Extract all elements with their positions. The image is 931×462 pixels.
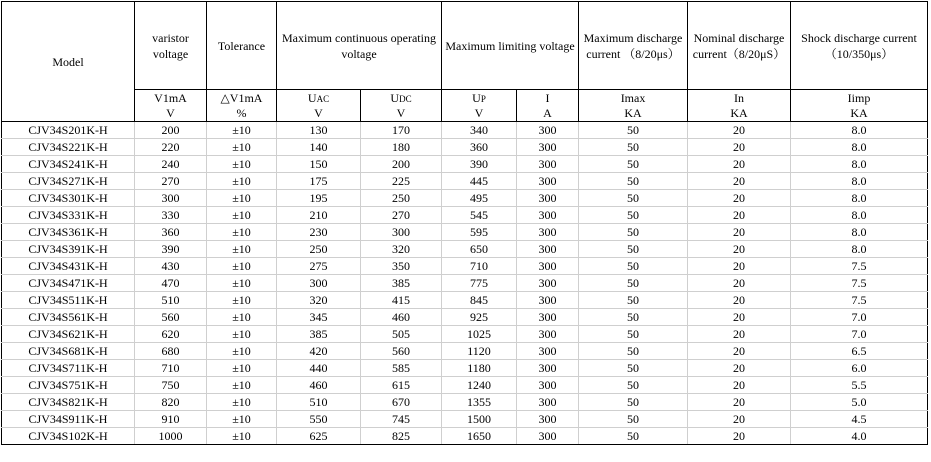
cell-model: CJV34S391K-H	[2, 241, 135, 258]
cell-iimp: 7.0	[791, 309, 928, 326]
cell-tolerance: ±10	[207, 377, 277, 394]
cell-v1ma: 200	[135, 122, 207, 139]
cell-iimp: 6.5	[791, 343, 928, 360]
cell-in: 20	[688, 241, 791, 258]
cell-in: 20	[688, 360, 791, 377]
symbol-udc-main: U	[390, 90, 400, 105]
table-row	[2, 139, 928, 156]
unit-imax: KA	[579, 106, 688, 122]
spec-table-container	[1, 1, 928, 445]
cell-v1ma: 430	[135, 258, 207, 275]
cell-i: 300	[517, 207, 579, 224]
cell-v1ma: 750	[135, 377, 207, 394]
symbol-uac-main: U	[307, 90, 317, 105]
cell-model: CJV34S241K-H	[2, 156, 135, 173]
cell-imax: 50	[579, 207, 688, 224]
cell-iimp: 8.0	[791, 224, 928, 241]
cell-uac: 250	[277, 241, 361, 258]
cell-imax: 50	[579, 428, 688, 445]
cell-udc: 560	[361, 343, 442, 360]
cell-imax: 50	[579, 292, 688, 309]
symbol-i: I	[517, 90, 579, 107]
cell-v1ma: 710	[135, 360, 207, 377]
cell-udc: 505	[361, 326, 442, 343]
cell-i: 300	[517, 190, 579, 207]
table-body	[2, 122, 928, 445]
cell-uac: 175	[277, 173, 361, 190]
cell-uac: 320	[277, 292, 361, 309]
cell-in: 20	[688, 173, 791, 190]
table-row	[2, 411, 928, 428]
cell-udc: 415	[361, 292, 442, 309]
cell-model: CJV34S471K-H	[2, 275, 135, 292]
table-row	[2, 122, 928, 139]
table-row	[2, 428, 928, 445]
cell-in: 20	[688, 394, 791, 411]
cell-tolerance: ±10	[207, 326, 277, 343]
table-row	[2, 360, 928, 377]
cell-in: 20	[688, 275, 791, 292]
cell-i: 300	[517, 224, 579, 241]
cell-tolerance: ±10	[207, 224, 277, 241]
cell-model: CJV34S821K-H	[2, 394, 135, 411]
cell-uac: 345	[277, 309, 361, 326]
cell-up: 710	[442, 258, 517, 275]
cell-iimp: 7.0	[791, 326, 928, 343]
cell-model: CJV34S511K-H	[2, 292, 135, 309]
cell-udc: 670	[361, 394, 442, 411]
unit-row	[2, 106, 928, 122]
symbol-in: In	[688, 90, 791, 107]
cell-up: 340	[442, 122, 517, 139]
symbol-up	[442, 90, 517, 107]
cell-iimp: 8.0	[791, 139, 928, 156]
cell-model: CJV34S102K-H	[2, 428, 135, 445]
cell-udc: 180	[361, 139, 442, 156]
cell-uac: 130	[277, 122, 361, 139]
cell-v1ma: 510	[135, 292, 207, 309]
cell-iimp: 8.0	[791, 190, 928, 207]
cell-imax: 50	[579, 139, 688, 156]
cell-up: 925	[442, 309, 517, 326]
table-row	[2, 190, 928, 207]
cell-i: 300	[517, 326, 579, 343]
cell-in: 20	[688, 343, 791, 360]
cell-iimp: 5.5	[791, 377, 928, 394]
cell-uac: 385	[277, 326, 361, 343]
header-max-limiting-voltage: Maximum limiting voltage	[442, 2, 579, 90]
unit-uac: V	[277, 106, 361, 122]
cell-up: 445	[442, 173, 517, 190]
header-row	[2, 2, 928, 90]
cell-model: CJV34S561K-H	[2, 309, 135, 326]
symbol-uac	[277, 90, 361, 107]
cell-in: 20	[688, 258, 791, 275]
cell-i: 300	[517, 241, 579, 258]
cell-i: 300	[517, 428, 579, 445]
cell-in: 20	[688, 377, 791, 394]
table-row	[2, 173, 928, 190]
cell-tolerance: ±10	[207, 309, 277, 326]
cell-iimp: 7.5	[791, 275, 928, 292]
cell-i: 300	[517, 292, 579, 309]
cell-up: 1180	[442, 360, 517, 377]
cell-uac: 440	[277, 360, 361, 377]
cell-imax: 50	[579, 156, 688, 173]
cell-tolerance: ±10	[207, 292, 277, 309]
cell-iimp: 6.0	[791, 360, 928, 377]
cell-imax: 50	[579, 241, 688, 258]
cell-uac: 210	[277, 207, 361, 224]
unit-tolerance: %	[207, 106, 277, 122]
cell-tolerance: ±10	[207, 343, 277, 360]
cell-v1ma: 1000	[135, 428, 207, 445]
unit-udc: V	[361, 106, 442, 122]
cell-udc: 300	[361, 224, 442, 241]
cell-uac: 140	[277, 139, 361, 156]
cell-uac: 300	[277, 275, 361, 292]
cell-iimp: 7.5	[791, 258, 928, 275]
cell-i: 300	[517, 394, 579, 411]
cell-in: 20	[688, 156, 791, 173]
cell-v1ma: 270	[135, 173, 207, 190]
cell-iimp: 4.0	[791, 428, 928, 445]
symbol-v1ma: V1mA	[135, 90, 207, 107]
cell-tolerance: ±10	[207, 156, 277, 173]
cell-tolerance: ±10	[207, 122, 277, 139]
cell-v1ma: 470	[135, 275, 207, 292]
cell-model: CJV34S331K-H	[2, 207, 135, 224]
header-model: Model	[2, 2, 135, 122]
cell-iimp: 8.0	[791, 207, 928, 224]
cell-up: 1240	[442, 377, 517, 394]
cell-imax: 50	[579, 258, 688, 275]
symbol-uac-sub: AC	[316, 93, 330, 104]
cell-udc: 825	[361, 428, 442, 445]
cell-up: 1025	[442, 326, 517, 343]
cell-iimp: 8.0	[791, 156, 928, 173]
table-row	[2, 207, 928, 224]
cell-uac: 420	[277, 343, 361, 360]
cell-udc: 745	[361, 411, 442, 428]
cell-i: 300	[517, 275, 579, 292]
cell-tolerance: ±10	[207, 360, 277, 377]
table-row	[2, 241, 928, 258]
header-tolerance: Tolerance	[207, 2, 277, 90]
cell-i: 300	[517, 258, 579, 275]
cell-uac: 275	[277, 258, 361, 275]
cell-iimp: 5.0	[791, 394, 928, 411]
cell-up: 1120	[442, 343, 517, 360]
cell-tolerance: ±10	[207, 139, 277, 156]
cell-tolerance: ±10	[207, 207, 277, 224]
table-row	[2, 377, 928, 394]
cell-model: CJV34S271K-H	[2, 173, 135, 190]
cell-model: CJV34S681K-H	[2, 343, 135, 360]
cell-udc: 350	[361, 258, 442, 275]
cell-uac: 510	[277, 394, 361, 411]
cell-in: 20	[688, 139, 791, 156]
cell-v1ma: 360	[135, 224, 207, 241]
symbol-tolerance: △V1mA	[207, 90, 277, 107]
table-row	[2, 343, 928, 360]
cell-v1ma: 620	[135, 326, 207, 343]
cell-udc: 270	[361, 207, 442, 224]
cell-model: CJV34S711K-H	[2, 360, 135, 377]
cell-model: CJV34S911K-H	[2, 411, 135, 428]
cell-in: 20	[688, 411, 791, 428]
cell-tolerance: ±10	[207, 173, 277, 190]
symbol-up-main: U	[472, 90, 481, 105]
cell-in: 20	[688, 207, 791, 224]
cell-model: CJV34S221K-H	[2, 139, 135, 156]
cell-tolerance: ±10	[207, 394, 277, 411]
cell-up: 1650	[442, 428, 517, 445]
cell-up: 495	[442, 190, 517, 207]
cell-uac: 150	[277, 156, 361, 173]
cell-in: 20	[688, 292, 791, 309]
table-row	[2, 275, 928, 292]
cell-udc: 225	[361, 173, 442, 190]
cell-udc: 320	[361, 241, 442, 258]
header-max-discharge-current: Maximum discharge current （8/20μs）	[579, 2, 688, 90]
cell-up: 650	[442, 241, 517, 258]
cell-v1ma: 820	[135, 394, 207, 411]
unit-v1ma: V	[135, 106, 207, 122]
unit-i: A	[517, 106, 579, 122]
cell-imax: 50	[579, 326, 688, 343]
cell-imax: 50	[579, 122, 688, 139]
table-row	[2, 394, 928, 411]
cell-tolerance: ±10	[207, 241, 277, 258]
cell-v1ma: 390	[135, 241, 207, 258]
unit-iimp: KA	[791, 106, 928, 122]
table-row	[2, 224, 928, 241]
cell-v1ma: 560	[135, 309, 207, 326]
cell-model: CJV34S361K-H	[2, 224, 135, 241]
cell-up: 390	[442, 156, 517, 173]
symbol-iimp: Iimp	[791, 90, 928, 107]
cell-imax: 50	[579, 377, 688, 394]
cell-udc: 615	[361, 377, 442, 394]
cell-v1ma: 220	[135, 139, 207, 156]
symbol-up-sub: P	[480, 93, 486, 104]
cell-up: 1500	[442, 411, 517, 428]
cell-tolerance: ±10	[207, 258, 277, 275]
cell-in: 20	[688, 326, 791, 343]
cell-tolerance: ±10	[207, 428, 277, 445]
cell-udc: 385	[361, 275, 442, 292]
cell-uac: 195	[277, 190, 361, 207]
symbol-imax: Imax	[579, 90, 688, 107]
cell-i: 300	[517, 139, 579, 156]
cell-up: 845	[442, 292, 517, 309]
cell-in: 20	[688, 190, 791, 207]
cell-i: 300	[517, 411, 579, 428]
cell-imax: 50	[579, 309, 688, 326]
cell-in: 20	[688, 309, 791, 326]
cell-imax: 50	[579, 190, 688, 207]
cell-up: 545	[442, 207, 517, 224]
symbol-udc-sub: DC	[399, 93, 412, 104]
cell-udc: 200	[361, 156, 442, 173]
cell-model: CJV34S751K-H	[2, 377, 135, 394]
cell-model: CJV34S201K-H	[2, 122, 135, 139]
cell-up: 1355	[442, 394, 517, 411]
table-row	[2, 292, 928, 309]
symbol-udc	[361, 90, 442, 107]
table-row	[2, 309, 928, 326]
cell-imax: 50	[579, 275, 688, 292]
cell-model: CJV34S431K-H	[2, 258, 135, 275]
cell-v1ma: 680	[135, 343, 207, 360]
symbol-row	[2, 90, 928, 107]
unit-in: KA	[688, 106, 791, 122]
cell-imax: 50	[579, 173, 688, 190]
cell-iimp: 4.5	[791, 411, 928, 428]
cell-imax: 50	[579, 224, 688, 241]
cell-udc: 460	[361, 309, 442, 326]
table-row	[2, 258, 928, 275]
cell-model: CJV34S301K-H	[2, 190, 135, 207]
cell-tolerance: ±10	[207, 411, 277, 428]
cell-udc: 170	[361, 122, 442, 139]
cell-uac: 550	[277, 411, 361, 428]
cell-model: CJV34S621K-H	[2, 326, 135, 343]
cell-imax: 50	[579, 343, 688, 360]
cell-udc: 250	[361, 190, 442, 207]
cell-in: 20	[688, 428, 791, 445]
cell-up: 360	[442, 139, 517, 156]
cell-uac: 625	[277, 428, 361, 445]
cell-up: 775	[442, 275, 517, 292]
table-row	[2, 326, 928, 343]
cell-i: 300	[517, 122, 579, 139]
cell-i: 300	[517, 173, 579, 190]
cell-in: 20	[688, 122, 791, 139]
cell-i: 300	[517, 156, 579, 173]
cell-uac: 230	[277, 224, 361, 241]
cell-i: 300	[517, 377, 579, 394]
cell-i: 300	[517, 360, 579, 377]
cell-i: 300	[517, 309, 579, 326]
table-row	[2, 156, 928, 173]
cell-imax: 50	[579, 411, 688, 428]
cell-i: 300	[517, 343, 579, 360]
cell-uac: 460	[277, 377, 361, 394]
cell-tolerance: ±10	[207, 190, 277, 207]
cell-v1ma: 910	[135, 411, 207, 428]
cell-v1ma: 240	[135, 156, 207, 173]
header-nominal-discharge-current: Nominal discharge current（8/20μS）	[688, 2, 791, 90]
cell-imax: 50	[579, 394, 688, 411]
header-max-continuous-operating-voltage: Maximum continuous operating voltage	[277, 2, 442, 90]
cell-iimp: 8.0	[791, 122, 928, 139]
cell-iimp: 8.0	[791, 173, 928, 190]
unit-up: V	[442, 106, 517, 122]
cell-up: 595	[442, 224, 517, 241]
varistor-spec-table	[1, 1, 928, 445]
cell-tolerance: ±10	[207, 275, 277, 292]
cell-imax: 50	[579, 360, 688, 377]
cell-v1ma: 330	[135, 207, 207, 224]
cell-iimp: 8.0	[791, 241, 928, 258]
cell-iimp: 7.5	[791, 292, 928, 309]
cell-in: 20	[688, 224, 791, 241]
header-varistor-voltage: varistor voltage	[135, 2, 207, 90]
cell-udc: 585	[361, 360, 442, 377]
header-shock-discharge-current: Shock discharge current （10/350μs）	[791, 2, 928, 90]
cell-v1ma: 300	[135, 190, 207, 207]
